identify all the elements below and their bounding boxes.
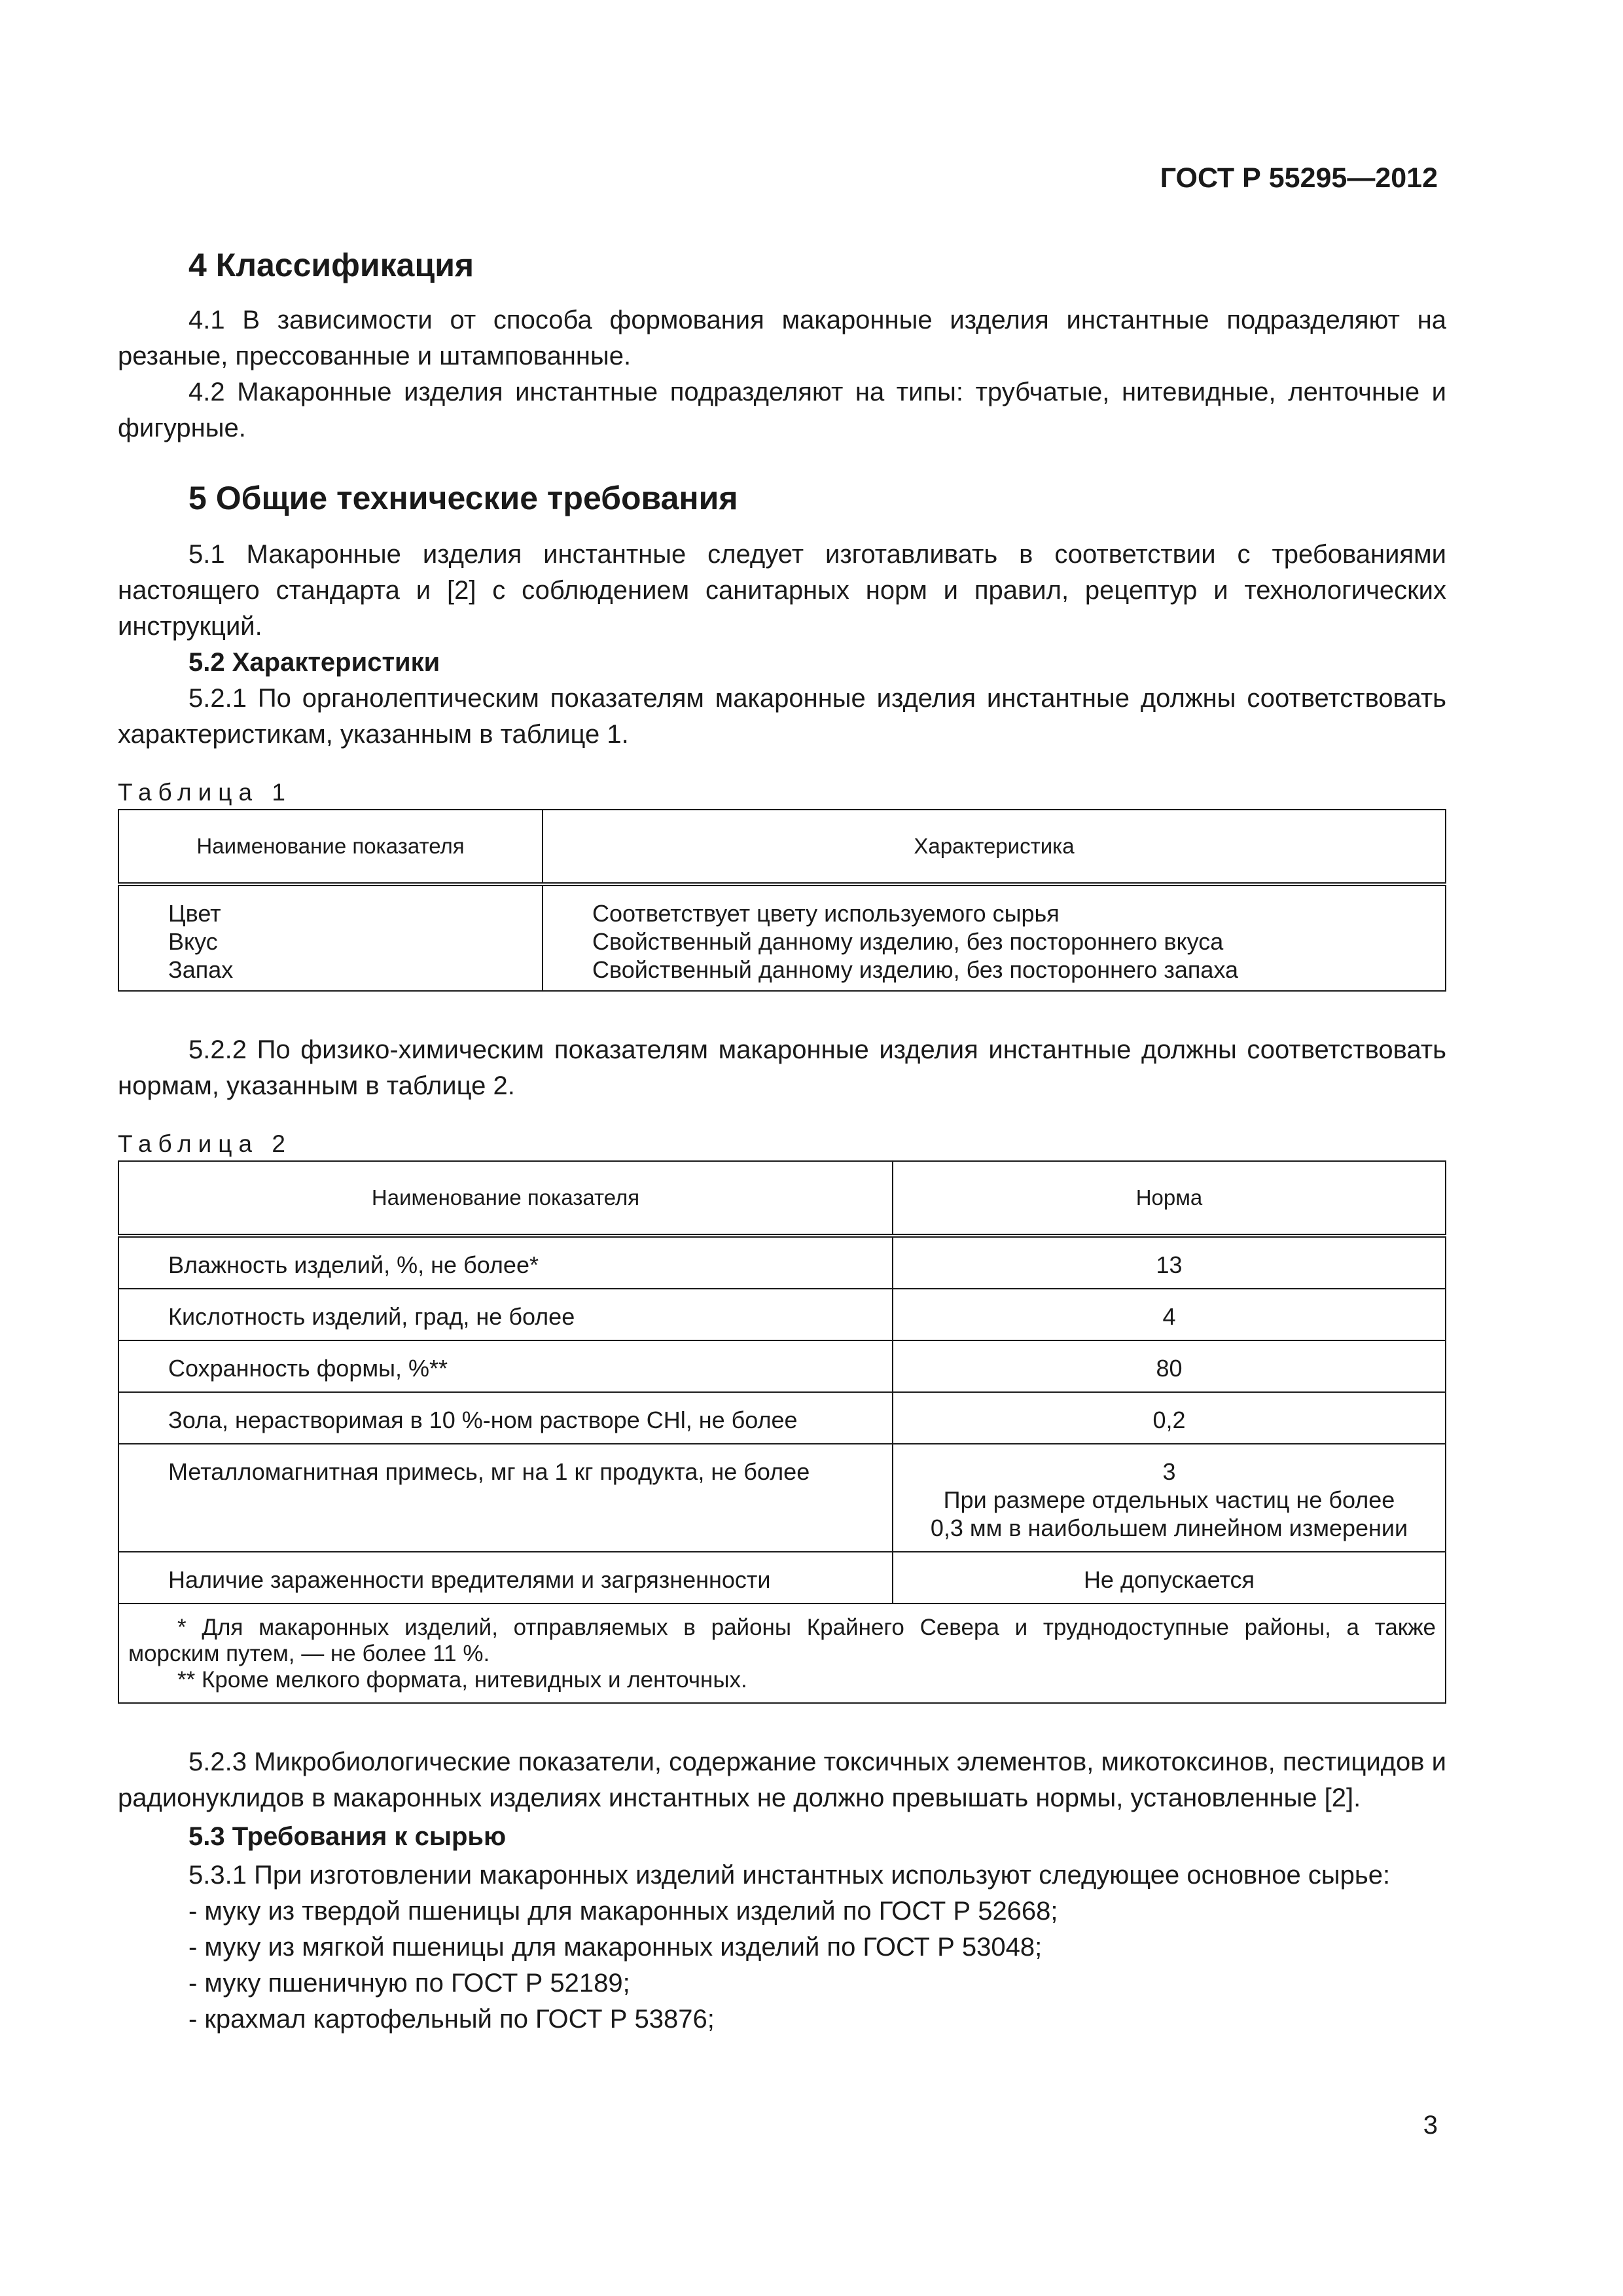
table-row	[118, 1444, 1446, 1552]
table-1-row-value: Соответствует цвету используемого сырья	[592, 900, 1060, 927]
table-2-header-name: Наименование показателя	[118, 1161, 893, 1236]
table-2-note-line: морским путем, — не более 11 %.	[128, 1641, 490, 1666]
table-2-row-value: 13	[893, 1236, 1446, 1289]
table-2-header-norm: Норма	[893, 1161, 1446, 1236]
table-2-row-value: Не допускается	[893, 1552, 1446, 1604]
table-2-row-name: Сохранность формы, %**	[118, 1340, 893, 1392]
document-code: ГОСТ Р 55295—2012	[1160, 162, 1438, 194]
section-5-heading: 5 Общие технические требования	[188, 480, 738, 516]
table-2-notes	[118, 1604, 1446, 1703]
section-4-heading: 4 Классификация	[188, 247, 474, 283]
paragraph-5-1: 5.1 Макаронные изделия инстантные следует изготавливать в соответствии с требованиями настоящего стандарта и [2] с соблюдением санитарных норм и правил, рецептур и технологических инструкций.	[118, 540, 1446, 641]
table-row	[118, 1289, 1446, 1340]
paragraph-5-2-3: 5.2.3 Микробиологические показатели, содержание токсичных элементов, микотоксинов, пестицидов и радионуклидов в макаронных изделиях инстантных не должно превышать нормы, установленные [2].	[118, 1748, 1446, 1812]
list-item: - муку из твердой пшеницы для макаронных изделий по ГОСТ Р 52668;	[188, 1897, 1058, 1926]
table-1-header-name: Наименование показателя	[118, 810, 543, 884]
table-1-label: Таблица 1	[118, 779, 292, 806]
raw-materials-list	[118, 1893, 1446, 2037]
paragraph-4-2: 4.2 Макаронные изделия инстантные подразделяют на типы: трубчатые, нитевидные, ленточные и фигурные.	[118, 378, 1446, 442]
table-2-label: Таблица 2	[118, 1130, 292, 1157]
table-2-row-name: Наличие зараженности вредителями и загрязненности	[118, 1552, 893, 1604]
table-2-row-value: 80	[893, 1340, 1446, 1392]
table-2-row-name: Кислотность изделий, град, не более	[118, 1289, 893, 1340]
table-row	[118, 1236, 1446, 1289]
table-2	[118, 1160, 1446, 1704]
table-row	[118, 1552, 1446, 1604]
subsection-5-3-heading: 5.3 Требования к сырью	[188, 1822, 507, 1851]
page-content	[118, 242, 1446, 2037]
table-2-row-name: Металломагнитная примесь, мг на 1 кг продукта, не более	[118, 1444, 893, 1552]
subsection-5-2-heading: 5.2 Характеристики	[188, 648, 440, 677]
paragraph-4-1: 4.1 В зависимости от способа формования макаронные изделия инстантные подразделяют на резаные, прессованные и штампованные.	[118, 306, 1446, 370]
paragraph-5-2-1: 5.2.1 По органолептическим показателям макаронные изделия инстантные должны соответствовать характеристикам, указанным в таблице 1.	[118, 684, 1446, 749]
table-1-names-cell	[118, 884, 543, 991]
paragraph-5-2-2: 5.2.2 По физико-химическим показателям макаронные изделия инстантные должны соответствовать нормам, указанным в таблице 2.	[118, 1035, 1446, 1100]
table-2-value-line: При размере отдельных частиц не более	[943, 1486, 1395, 1513]
table-1-row-name: Вкус	[168, 928, 218, 955]
table-2-row-name: Влажность изделий, %, не более*	[118, 1236, 893, 1289]
table-2-note-line: * Для макаронных изделий, отправляемых в районы Крайнего Севера и труднодоступные районы, а также	[177, 1615, 1436, 1640]
table-row	[118, 1340, 1446, 1392]
table-1-row-name: Запах	[168, 956, 234, 983]
table-2-value-line: 0,3 мм в наибольшем линейном измерении	[930, 1515, 1408, 1541]
list-item: - муку из мягкой пшеницы для макаронных изделий по ГОСТ Р 53048;	[188, 1933, 1043, 1962]
table-1-header-characteristic: Характеристика	[543, 810, 1446, 884]
page-number: 3	[1423, 2111, 1438, 2140]
paragraph-5-3-1: 5.3.1 При изготовлении макаронных изделий инстантных используют следующее основное сырье:	[188, 1861, 1391, 1890]
table-1	[118, 809, 1446, 992]
table-2-row-value: 0,2	[893, 1392, 1446, 1444]
list-item: - крахмал картофельный по ГОСТ Р 53876;	[188, 2005, 715, 2034]
table-2-row-value-multiline	[893, 1444, 1446, 1552]
table-row	[118, 1392, 1446, 1444]
table-2-row-value: 4	[893, 1289, 1446, 1340]
table-1-values-cell	[543, 884, 1446, 991]
list-item: - муку пшеничную по ГОСТ Р 52189;	[188, 1969, 630, 1998]
table-2-row-name: Зола, нерастворимая в 10 %-ном растворе CHl, не более	[118, 1392, 893, 1444]
table-2-notes-row	[118, 1604, 1446, 1703]
table-2-value-line: 3	[1162, 1458, 1176, 1485]
table-2-note-line: ** Кроме мелкого формата, нитевидных и ленточных.	[177, 1667, 747, 1693]
table-1-row-value: Свойственный данному изделию, без постороннего вкуса	[592, 928, 1224, 955]
table-1-row-value: Свойственный данному изделию, без постороннего запаха	[592, 956, 1238, 983]
table-1-row-name: Цвет	[168, 900, 221, 927]
